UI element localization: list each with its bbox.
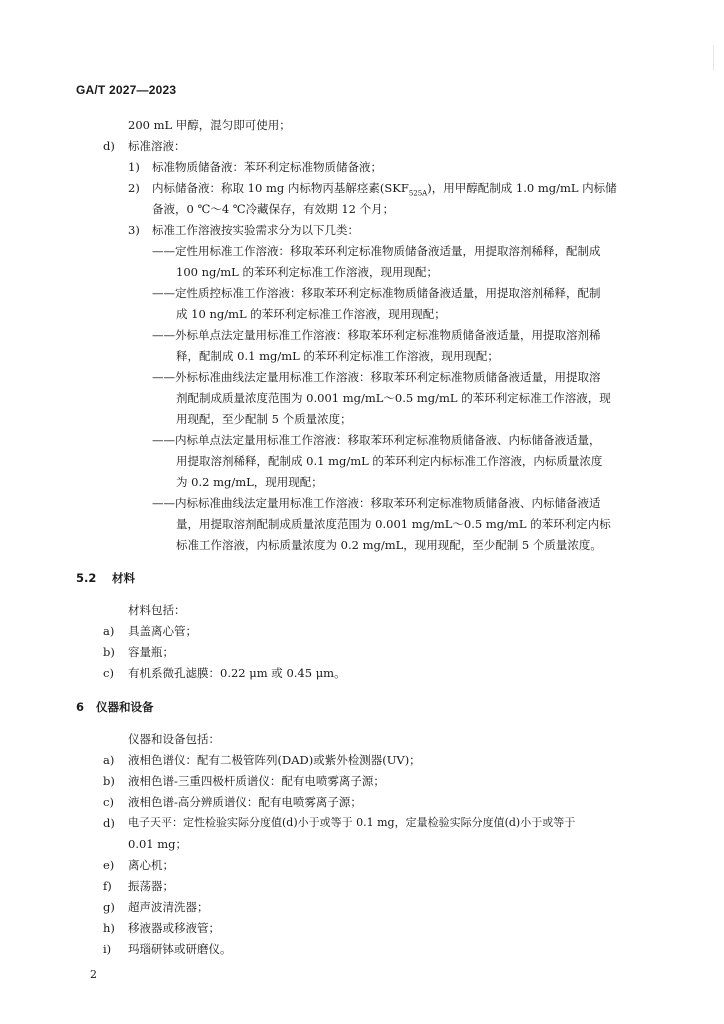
- dash-item-4-line2: 剂配制成质量浓度范围为 0.001 mg/mL～0.5 mg/mL 的苯环利定标准工作溶液，现: [176, 391, 611, 405]
- sublist-item-3: 标准工作溶液按实验需求分为以下几类：: [152, 223, 359, 237]
- dash-item-3-line2: 释，配制成 0.1 mg/mL 的苯环利定标准工作溶液，现用现配；: [176, 349, 499, 363]
- section-6-title: 仪器和设备: [96, 700, 154, 714]
- page-number: 2: [90, 968, 97, 981]
- dash-item-6-line2: 量，用提取溶剂配制成质量浓度范围为 0.001 mg/mL～0.5 mg/mL 的苯环利定内标: [176, 517, 611, 531]
- section-5-2-number: 5.2: [76, 571, 97, 585]
- instruments-item-d-line1: 电子天平：定性检验实际分度值(d)小于或等于 0.1 mg，定量检验实际分度值(d)小于或等于: [128, 816, 576, 829]
- instruments-item-b: 液相色谱-三重四极杆质谱仪：配有电喷雾离子源；: [128, 774, 385, 788]
- instruments-item-f: 振荡器；: [128, 879, 174, 893]
- materials-item-a: 具盖离心管；: [128, 624, 197, 638]
- instruments-intro: 仪器和设备包括：: [128, 732, 220, 746]
- reagent-c-continuation: 200 mL 甲醇，混匀即可使用；: [128, 118, 291, 132]
- dash-item-5-line2: 用提取溶剂稀释，配制成 0.1 mg/mL 的苯环利定内标标准工作溶液，内标质量浓度: [176, 454, 603, 468]
- instruments-label-e: e): [103, 858, 115, 872]
- instruments-label-i: i): [103, 942, 112, 956]
- instruments-label-a: a): [103, 753, 115, 767]
- sublist-num-3: 3): [128, 223, 140, 237]
- sublist-num-2: 2): [128, 181, 140, 195]
- dash-item-1-line1: ——定性用标准工作溶液：移取苯环利定标准物质储备液适量，用提取溶剂稀释，配制成: [152, 244, 601, 258]
- materials-item-c: 有机系微孔滤膜：0.22 μm 或 0.45 μm。: [128, 666, 346, 680]
- dash-item-4-line1: ——外标标准曲线法定量用标准工作溶液：移取苯环利定标准物质储备液适量，用提取溶: [152, 370, 601, 384]
- instruments-item-e: 离心机；: [128, 858, 174, 872]
- sublist-item-2-text-a: 内标储备液：称取 10 mg 内标物丙基解痉素(SKF: [152, 181, 409, 195]
- page-edge-mark: [703, 45, 714, 70]
- section-6-number: 6: [76, 700, 85, 714]
- instruments-label-b: b): [103, 774, 115, 788]
- instruments-label-h: h): [103, 921, 115, 935]
- sublist-item-2-line2: 备液，0 ℃～4 ℃冷藏保存，有效期 12 个月；: [152, 202, 395, 216]
- sublist-item-2-subscript: 525A: [408, 189, 428, 198]
- instruments-item-d-line2: 0.01 mg；: [128, 837, 188, 851]
- instruments-item-i: 玛瑙研钵或研磨仪。: [128, 942, 232, 956]
- instruments-label-g: g): [103, 900, 115, 914]
- materials-item-b: 容量瓶；: [128, 645, 174, 659]
- materials-label-b: b): [103, 645, 115, 659]
- dash-item-2-line2: 成 10 ng/mL 的苯环利定标准工作溶液，现用现配；: [176, 307, 446, 321]
- sublist-num-1: 1): [128, 160, 140, 174]
- dash-item-2-line1: ——定性质控标准工作溶液：移取苯环利定标准物质储备液适量，用提取溶剂稀释，配制: [152, 286, 601, 300]
- dash-item-5-line1: ——内标单点法定量用标准工作溶液：移取苯环利定标准物质储备液、内标储备液适量，: [152, 433, 601, 447]
- dash-item-6-line1: ——内标标准曲线法定量用标准工作溶液：移取苯环利定标准物质储备液、内标储备液适: [152, 496, 601, 510]
- dash-item-6-line3: 标准工作溶液，内标质量浓度为 0.2 mg/mL，现用现配，至少配制 5 个质量浓度。: [176, 538, 602, 552]
- sublist-item-1: 标准物质储备液：苯环利定标准物质储备液；: [152, 160, 382, 174]
- document-id-header: GA/T 2027—2023: [76, 83, 177, 97]
- dash-item-1-line2: 100 ng/mL 的苯环利定标准工作溶液，现用现配；: [176, 265, 438, 279]
- sublist-item-2-text-b: )，用甲醇配制成 1.0 mg/mL 内标储: [427, 181, 617, 195]
- instruments-item-c: 液相色谱-高分辨质谱仪：配有电喷雾离子源；: [128, 795, 362, 809]
- standard-solution-title: 标准溶液：: [128, 139, 186, 153]
- instruments-item-a: 液相色谱仪：配有二极管阵列(DAD)或紫外检测器(UV)；: [128, 753, 421, 767]
- materials-label-a: a): [103, 624, 115, 638]
- materials-intro: 材料包括：: [128, 603, 186, 617]
- dash-item-5-line3: 为 0.2 mg/mL，现用现配；: [176, 475, 323, 489]
- materials-label-c: c): [103, 666, 114, 680]
- instruments-item-h: 移液器或移液管；: [128, 921, 220, 935]
- instruments-item-g: 超声波清洗器；: [128, 900, 209, 914]
- dash-item-4-line3: 用现配，至少配制 5 个质量浓度；: [176, 412, 352, 426]
- dash-item-3-line1: ——外标单点法定量用标准工作溶液：移取苯环利定标准物质储备液适量，用提取溶剂稀: [152, 328, 601, 342]
- list-label-d: d): [103, 139, 115, 153]
- instruments-label-f: f): [103, 879, 112, 893]
- section-5-2-title: 材料: [112, 571, 135, 585]
- instruments-label-d: d): [103, 816, 115, 830]
- instruments-label-c: c): [103, 795, 114, 809]
